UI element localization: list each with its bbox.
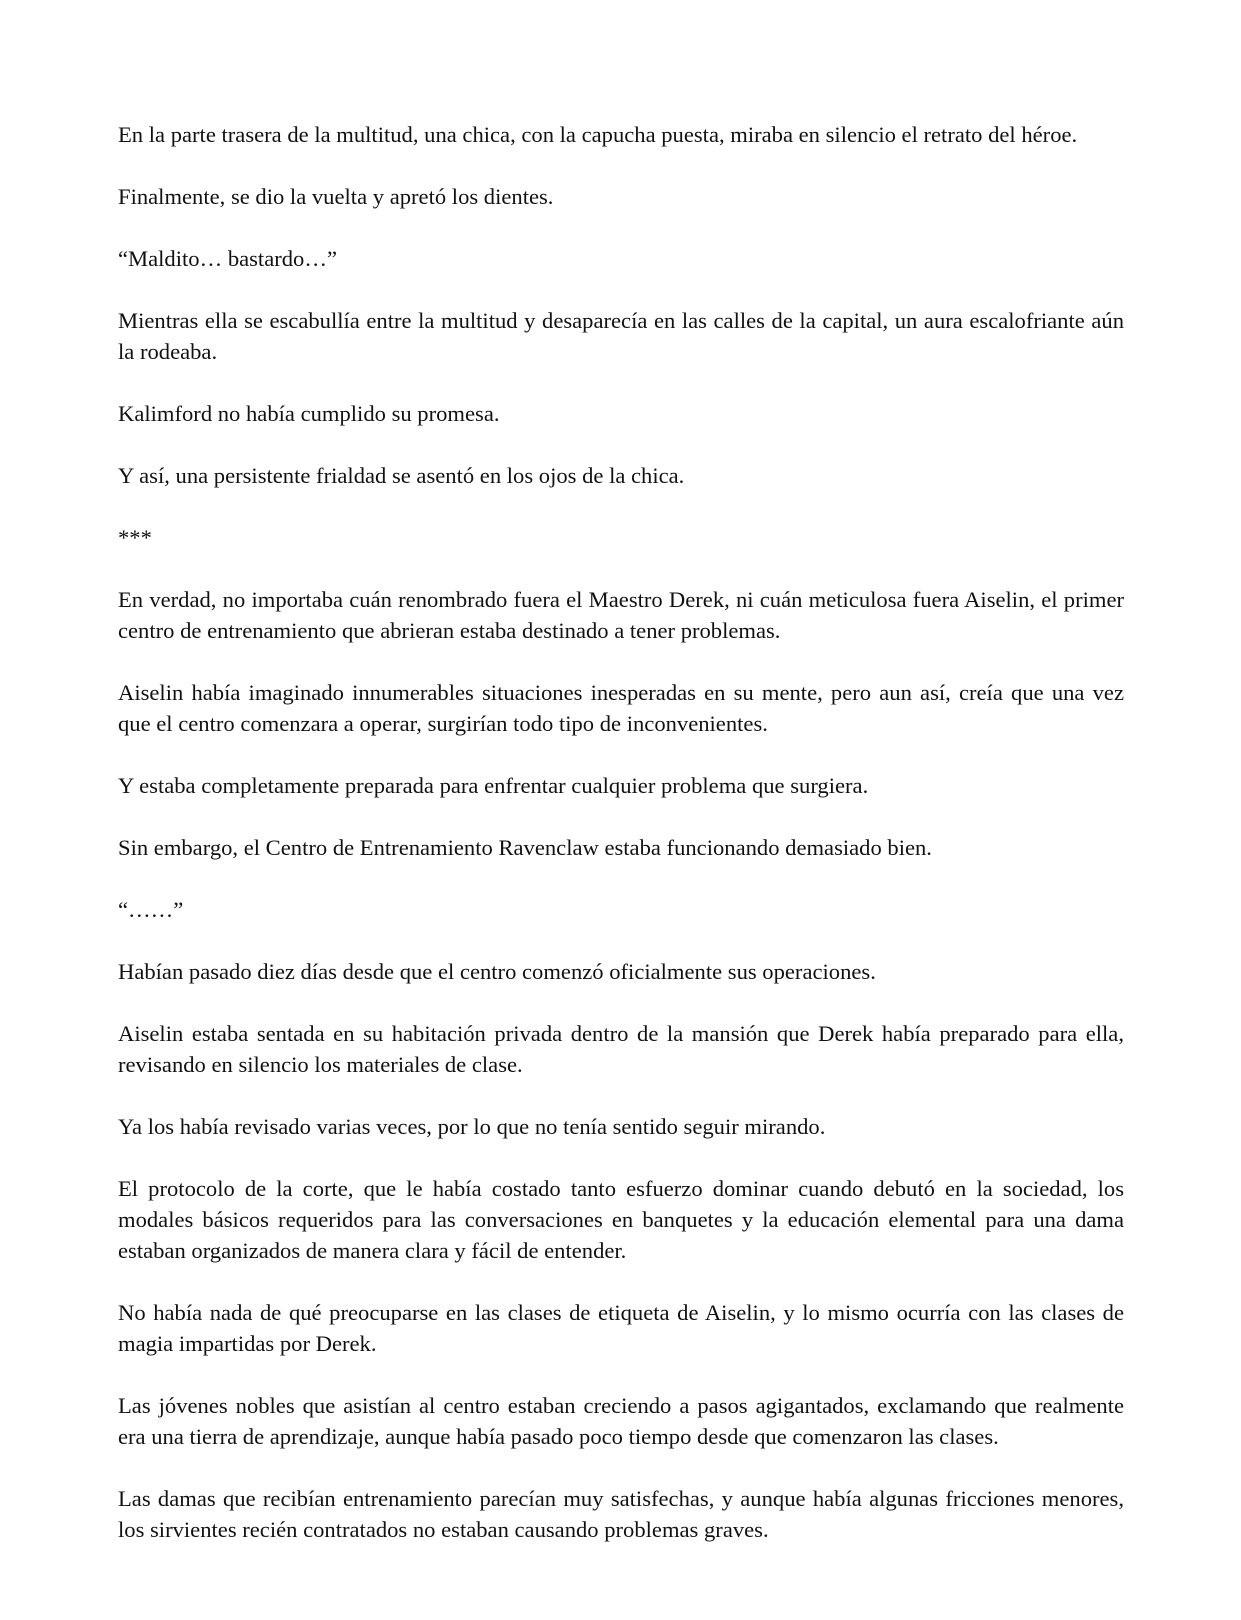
paragraph: El protocolo de la corte, que le había costado tanto esfuerzo dominar cuando debutó en la sociedad, los modales básicos requeridos para las conversaciones en banquetes y la educación elemental para una dama estaban organizados de manera clara y fácil de entender. xyxy=(118,1176,1124,1263)
paragraph: Las jóvenes nobles que asistían al centro estaban creciendo a pasos agigantados, exclamando que realmente era una tierra de aprendizaje, aunque había pasado poco tiempo desde que comenzaron las clases. xyxy=(118,1393,1124,1449)
paragraph: Habían pasado diez días desde que el centro comenzó oficialmente sus operaciones. xyxy=(118,959,876,984)
paragraph: “Maldito… bastardo…” xyxy=(118,246,337,271)
paragraph: No había nada de qué preocuparse en las clases de etiqueta de Aiselin, y lo mismo ocurría con las clases de magia impartidas por Derek. xyxy=(118,1300,1124,1356)
paragraph: Y así, una persistente frialdad se asentó en los ojos de la chica. xyxy=(118,463,685,488)
paragraph: En verdad, no importaba cuán renombrado fuera el Maestro Derek, ni cuán meticulosa fuera Aiselin, el primer centro de entrenamiento que abrieran estaba destinado a tener problemas. xyxy=(118,587,1124,643)
paragraph: En la parte trasera de la multitud, una chica, con la capucha puesta, miraba en silencio el retrato del héroe. xyxy=(118,122,1078,147)
paragraph: Y estaba completamente preparada para enfrentar cualquier problema que surgiera. xyxy=(118,773,869,798)
body-text xyxy=(118,119,1124,1545)
paragraph: Sin embargo, el Centro de Entrenamiento Ravenclaw estaba funcionando demasiado bien. xyxy=(118,835,932,860)
paragraph: Finalmente, se dio la vuelta y apretó los dientes. xyxy=(118,184,554,209)
paragraph: “……” xyxy=(118,897,184,922)
paragraph: Aiselin había imaginado innumerables situaciones inesperadas en su mente, pero aun así, creía que una vez que el centro comenzara a operar, surgirían todo tipo de inconvenientes. xyxy=(118,680,1124,736)
scene-break: *** xyxy=(118,525,152,550)
paragraph: Ya los había revisado varias veces, por lo que no tenía sentido seguir mirando. xyxy=(118,1114,826,1139)
paragraph: Kalimford no había cumplido su promesa. xyxy=(118,401,500,426)
paragraph: Aiselin estaba sentada en su habitación privada dentro de la mansión que Derek había preparado para ella, revisando en silencio los materiales de clase. xyxy=(118,1021,1124,1077)
paragraph: Las damas que recibían entrenamiento parecían muy satisfechas, y aunque había algunas fricciones menores, los sirvientes recién contratados no estaban causando problemas graves. xyxy=(118,1486,1124,1542)
paragraph: Mientras ella se escabullía entre la multitud y desaparecía en las calles de la capital, un aura escalofriante aún la rodeaba. xyxy=(118,308,1124,364)
